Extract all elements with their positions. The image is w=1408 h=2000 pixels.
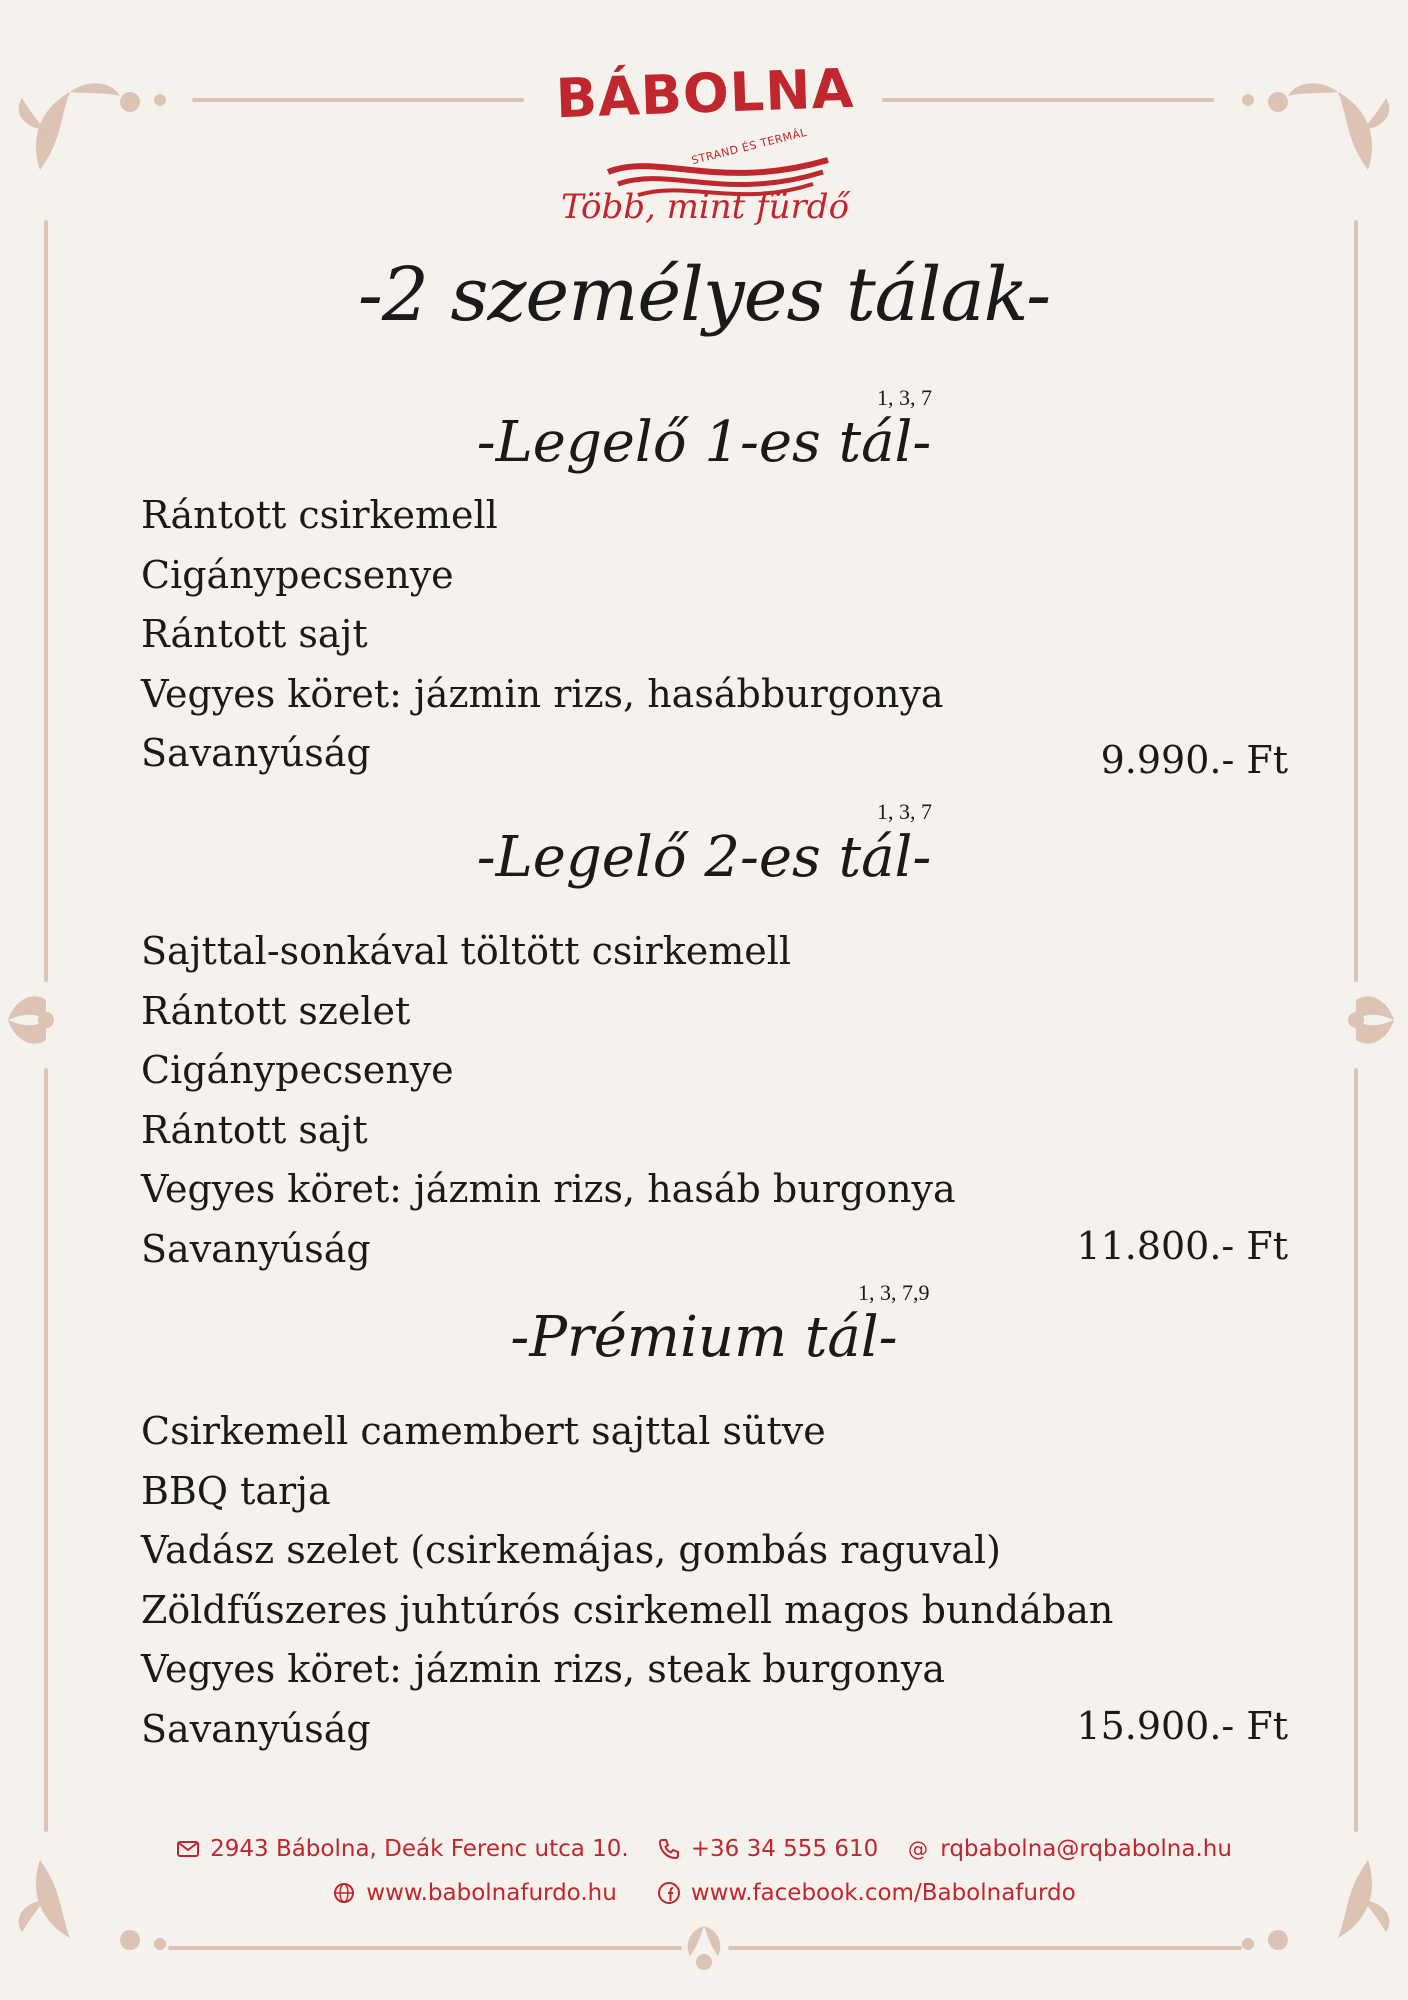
footer-contact-row (0, 1836, 1408, 1862)
facebook-icon (657, 1881, 681, 1905)
page-title: -2 személyes tálak- (357, 252, 1051, 338)
section-title-legelo-1: -Legelő 1-es tál- (476, 410, 932, 475)
list-item: Savanyúság (141, 1226, 371, 1271)
list-item: Rántott csirkemell (141, 493, 498, 537)
footer-web-row (0, 1880, 1408, 1906)
list-item: Sajttal-sonkával töltött csirkemell (141, 929, 792, 973)
list-item: Vadász szelet (csirkemájas, gombás raguval) (141, 1528, 1001, 1572)
footer-address (176, 1836, 629, 1862)
globe-icon (332, 1881, 356, 1905)
svg-text:@: @ (908, 1837, 929, 1861)
address-text: 2943 Bábolna, Deák Ferenc utca 10. (210, 1836, 629, 1862)
email-link[interactable]: rqbabolna@rqbabolna.hu (940, 1836, 1232, 1862)
facebook-link[interactable]: www.facebook.com/Babolnafurdo (690, 1880, 1076, 1906)
list-item: Zöldfűszeres juhtúrós csirkemell magos bundában (141, 1587, 1114, 1632)
allergen-codes: 1, 3, 7 (877, 385, 932, 410)
list-item: Savanyúság (141, 731, 371, 775)
list-item: Cigánypecsenye (141, 1048, 454, 1092)
section-title-premium: -Prémium tál- (510, 1305, 898, 1370)
at-icon (906, 1837, 930, 1861)
website-link[interactable]: www.babolnafurdo.hu (366, 1880, 617, 1906)
section-title-legelo-2: -Legelő 2-es tál- (476, 825, 932, 890)
list-item: Cigánypecsenye (141, 552, 454, 597)
list-item: Csirkemell camembert sajttal sütve (141, 1409, 826, 1453)
allergen-codes: 1, 3, 7,9 (858, 1280, 930, 1305)
phone-text[interactable]: +36 34 555 610 (690, 1836, 879, 1862)
footer-website[interactable] (332, 1880, 617, 1906)
allergen-codes: 1, 3, 7 (877, 799, 932, 824)
mail-icon (176, 1837, 200, 1861)
list-item: Vegyes köret: jázmin rizs, hasáb burgonya (141, 1167, 956, 1211)
logo-subtitle: STRAND ÉS TERMÁL (690, 125, 809, 168)
price: 15.900.- Ft (1076, 1704, 1288, 1748)
list-item: BBQ tarja (141, 1468, 331, 1513)
list-item: Savanyúság (141, 1706, 371, 1751)
item-list-legelo-2 (141, 922, 956, 1279)
logo-wordmark: BÁBOLNA (554, 56, 856, 131)
phone-icon (657, 1837, 681, 1861)
item-list-premium (141, 1402, 1113, 1759)
item-list-legelo-1 (141, 486, 944, 784)
price: 11.800.- Ft (1076, 1224, 1288, 1268)
price: 9.990.- Ft (1100, 738, 1288, 782)
list-item: Vegyes köret: jázmin rizs, steak burgonya (141, 1647, 945, 1691)
logo-tagline: Több, mint fürdő (560, 187, 850, 227)
list-item: Rántott szelet (141, 988, 411, 1033)
footer-phone[interactable] (657, 1836, 879, 1862)
brand-logo (540, 56, 870, 237)
list-item: Rántott sajt (141, 612, 368, 656)
list-item: Vegyes köret: jázmin rizs, hasábburgonya (141, 671, 944, 716)
footer-facebook[interactable] (657, 1880, 1076, 1906)
footer-email[interactable] (906, 1836, 1232, 1862)
list-item: Rántott sajt (141, 1107, 368, 1152)
